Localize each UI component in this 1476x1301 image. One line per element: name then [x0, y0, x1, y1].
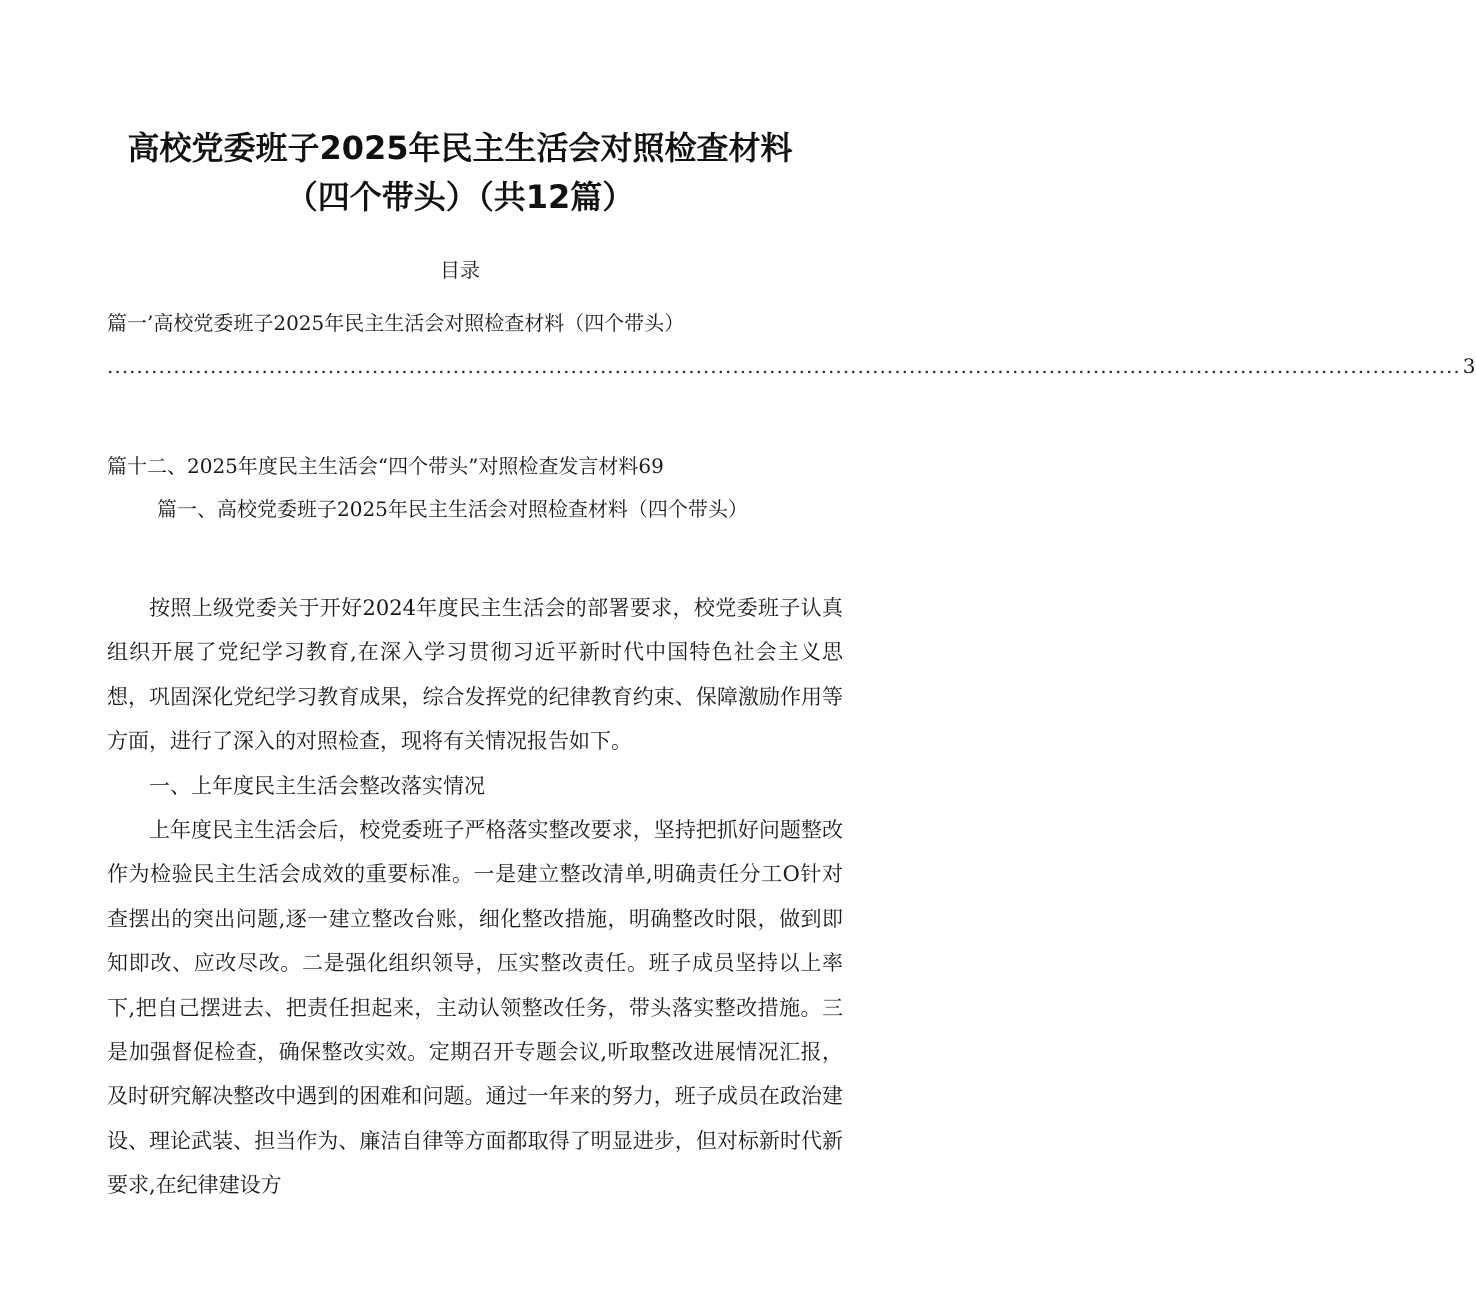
subsection-heading: 一、上年度民主生活会整改落实情况: [149, 773, 485, 798]
document-title-line-1: 高校党委班子2025年民主生活会对照检查材料: [127, 129, 793, 167]
toc-item-1-page-number: 3: [1462, 354, 1476, 378]
body-text: [107, 586, 843, 1208]
toc-item-1[interactable]: 篇一’高校党委班子2025年民主生活会对照检查材料（四个带头）: [107, 311, 685, 335]
paragraph-intro: 按照上级党委关于开好2024年度民主生活会的部署要求，校党委班子认真组织开展了党纪学习教育,在深入学习贯彻习近平新时代中国特色社会主义思想，巩固深化党纪学习教育成果，综合发挥党的纪律教育约束、保障激励作用等方面，进行了深入的对照检查，现将有关情况报告如下。: [107, 596, 843, 754]
document-title-line-2: （四个带头）（共12篇）: [285, 178, 635, 216]
toc-item-12[interactable]: 篇十二、2025年度民主生活会“四个带头”对照检查发言材料69: [107, 454, 664, 478]
section-title: 篇一、高校党委班子2025年民主生活会对照检查材料（四个带头）: [157, 497, 748, 521]
toc-dot-leader: ........................................................................................................................................................................................: [107, 354, 1461, 378]
toc-heading: 目录: [440, 258, 480, 282]
paragraph-rectification: 上年度民主生活会后，校党委班子严格落实整改要求，坚持把抓好问题整改作为检验民主生活会成效的重要标准。一是建立整改清单,明确责任分工O针对查摆出的突出问题,逐一建立整改台账，细化整改措施，明确整改时限，做到即知即改、应改尽改。二是强化组织领导，压实整改责任。班子成员坚持以上率下,把自己摆进去、把责任担起来，主动认领整改任务，带头落实整改措施。三是加强督促检查，确保整改实效。定期召开专题会议,听取整改进展情况汇报，及时研究解决整改中遇到的困难和问题。通过一年来的努力，班子成员在政治建设、理论武装、担当作为、廉洁自律等方面都取得了明显进步，但对标新时代新要求,在纪律建设方: [107, 818, 843, 1198]
toc-item-1-leader-row[interactable]: [107, 352, 1476, 380]
